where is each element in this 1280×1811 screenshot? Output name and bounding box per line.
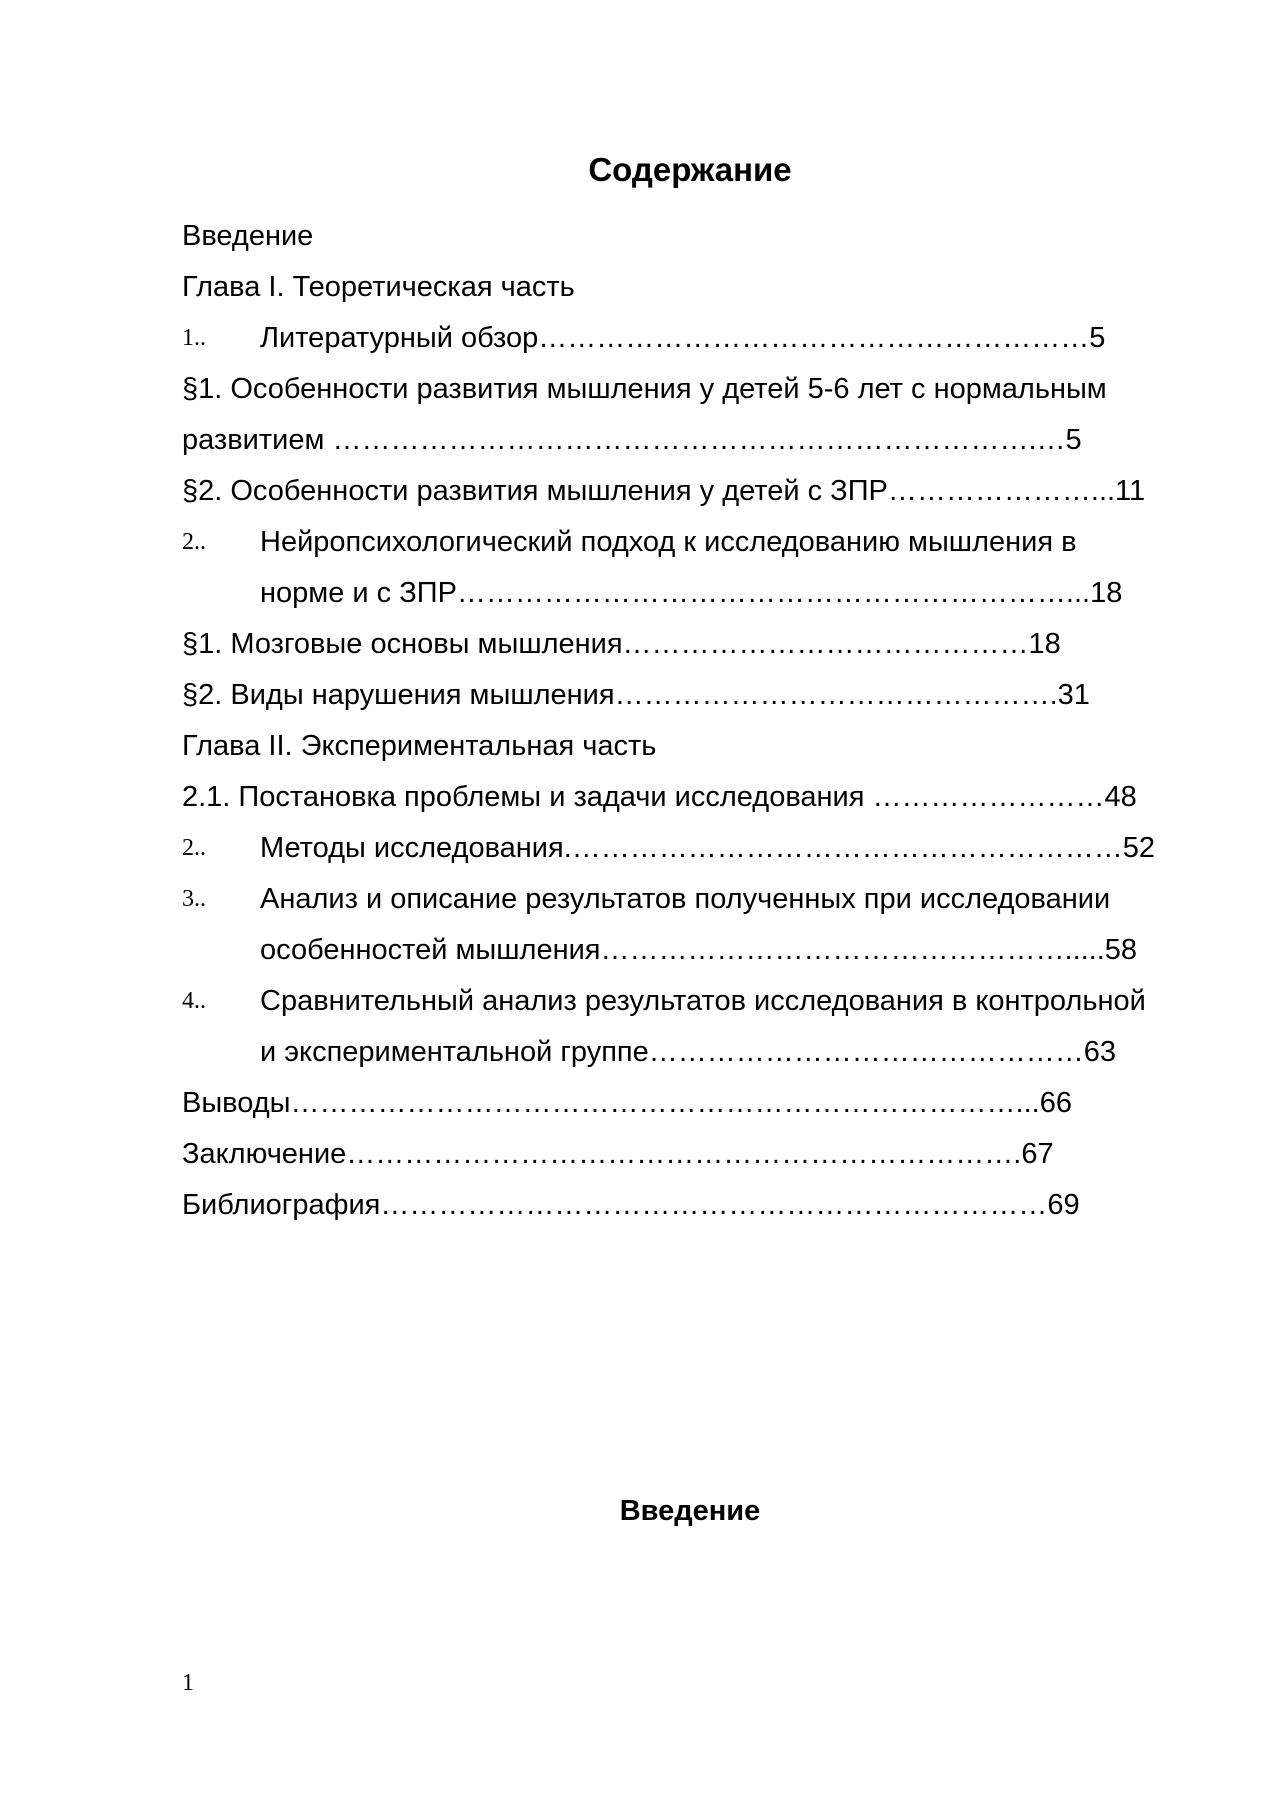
toc-entry-research-methods [182, 823, 1192, 874]
toc-entry-chapter-1: Глава I. Теоретическая часть [182, 271, 575, 303]
page-number: 1 [182, 1670, 194, 1696]
toc-entry-neuropsychological-approach-cont: норме и с ЗПР………………………………………………………...18 [260, 577, 1123, 609]
toc-entry-comparative-analysis-cont: и экспериментальной группе………………………………………63 [260, 1036, 1116, 1068]
toc-item-text: Нейропсихологический подход к исследованию мышления в [260, 526, 1077, 558]
toc-entry-literature-review [182, 313, 1192, 364]
toc-entry-results-analysis [182, 874, 1192, 925]
toc-entry-brain-foundations: §1. Мозговые основы мышления……………………………………18 [182, 628, 1061, 660]
toc-entry-paragraph-1-line-2: развитием ……………………………………………………………….…5 [182, 424, 1082, 456]
toc-item-number: 2.. [182, 835, 206, 861]
toc-item-number: 2.. [182, 529, 206, 555]
toc-title: Содержание [588, 151, 792, 188]
toc-entry-results-analysis-cont: особенностей мышления………………………………………….....58 [260, 934, 1138, 966]
section-heading-introduction: Введение [619, 1495, 761, 1527]
toc-entry-paragraph-2: §2. Особенности развития мышления у детей с ЗПР…………………...11 [182, 475, 1146, 507]
toc-item-number: 1.. [182, 325, 206, 351]
toc-entry-conclusions: Выводы…………………………………………………………………...66 [182, 1087, 1072, 1119]
toc-item-text: Анализ и описание результатов полученных при исследовании [260, 883, 1111, 915]
table-of-contents [182, 211, 1192, 1231]
toc-item-number: 3.. [182, 886, 206, 912]
toc-entry-neuropsychological-approach [182, 517, 1192, 568]
toc-entry-paragraph-1-line-1: §1. Особенности развития мышления у детей 5-6 лет с нормальным [182, 373, 1107, 405]
toc-entry-chapter-2: Глава II. Экспериментальная часть [182, 730, 657, 762]
toc-entry-summary: Заключение…………………………………………………………….67 [182, 1138, 1054, 1170]
toc-entry-bibliography: Библиография……………………………………………………………69 [182, 1189, 1080, 1221]
toc-entry-problem-statement: 2.1. Постановка проблемы и задачи исследования ……………………48 [182, 781, 1137, 813]
toc-item-text: Методы исследования.…………………………………………………52 [260, 832, 1156, 864]
toc-item-text: Литературный обзор…………………………………………………5 [260, 322, 1106, 354]
toc-entry-comparative-analysis [182, 976, 1192, 1027]
toc-entry-thinking-disorders: §2. Виды нарушения мышления……………………………………….31 [182, 679, 1090, 711]
toc-item-number: 4.. [182, 988, 206, 1014]
toc-item-text: Сравнительный анализ результатов исследования в контрольной [260, 985, 1146, 1017]
toc-entry-intro: Введение [182, 220, 314, 252]
